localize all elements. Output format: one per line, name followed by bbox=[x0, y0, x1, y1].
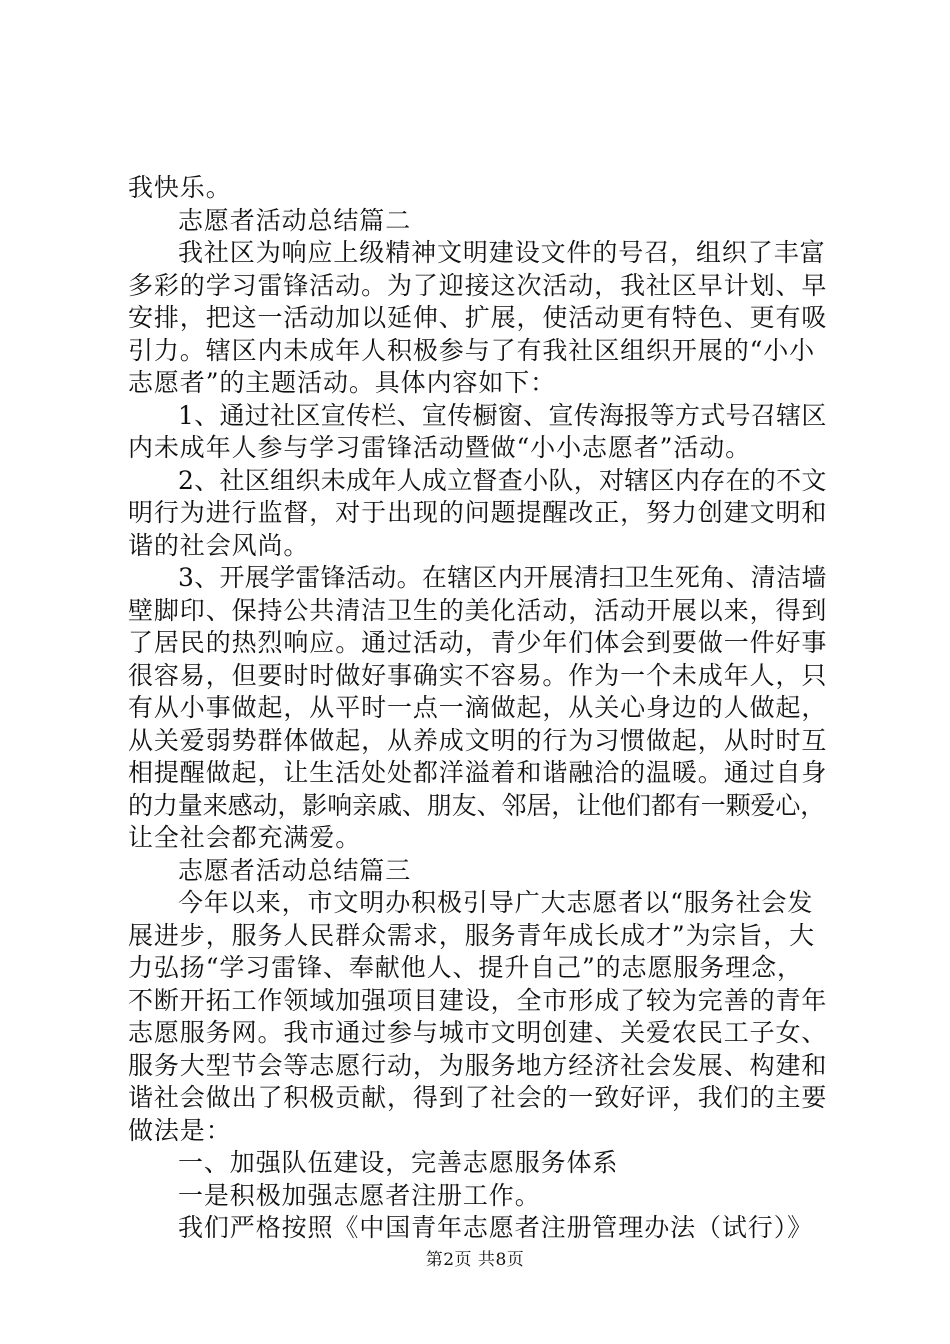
text-line: 1、通过社区宣传栏、宣传橱窗、宣传海报等方式号召辖区 bbox=[178, 400, 827, 430]
text-line: 内未成年人参与学习雷锋活动暨做“小小志愿者”活动。 bbox=[128, 433, 752, 462]
text-line: 不断开拓工作领域加强项目建设，全市形成了较为完善的青年 bbox=[128, 985, 828, 1015]
text-line: 明行为进行监督，对于出现的问题提醒改正，努力创建文明和 bbox=[128, 498, 828, 527]
text-line: 做法是： bbox=[128, 1115, 232, 1145]
text-line: 志愿者”的主题活动。具体内容如下： bbox=[128, 368, 557, 397]
text-line: 很容易，但要时时做好事确实不容易。作为一个未成年人，只 bbox=[128, 660, 828, 690]
text-line: 3、开展学雷锋活动。在辖区内开展清扫卫生死角、清洁墙 bbox=[178, 563, 827, 592]
text-line: 展进步，服务人民群众需求，服务青年成长成才”为宗旨，大 bbox=[128, 920, 816, 950]
text-line: 志愿服务网。我市通过参与城市文明创建、关爱农民工子女、 bbox=[128, 1018, 828, 1047]
text-line: 谐的社会风尚。 bbox=[128, 530, 310, 560]
page-footer: 第2页 共8页 bbox=[425, 1250, 525, 1270]
document-body bbox=[128, 172, 828, 1245]
text-line: 一是积极加强志愿者注册工作。 bbox=[178, 1180, 541, 1210]
text-line: 一、加强队伍建设，完善志愿服务体系 bbox=[178, 1148, 619, 1177]
text-line: 我们严格按照《中国青年志愿者注册管理办法（试行）》 bbox=[178, 1213, 814, 1242]
text-line: 有从小事做起，从平时一点一滴做起，从关心身边的人做起， bbox=[128, 693, 828, 722]
text-line: 壁脚印、保持公共清洁卫生的美化活动，活动开展以来，得到 bbox=[128, 595, 828, 625]
text-line: 引力。辖区内未成年人积极参与了有我社区组织开展的“小小 bbox=[128, 335, 816, 365]
text-line: 的力量来感动，影响亲戚、朋友、邻居，让他们都有一颗爱心， bbox=[128, 790, 826, 820]
text-line: 从关爱弱势群体做起，从养成文明的行为习惯做起，从时时互 bbox=[128, 725, 828, 755]
text-line: 志愿者活动总结篇二 bbox=[178, 205, 412, 235]
text-line: 多彩的学习雷锋活动。为了迎接这次活动，我社区早计划、早 bbox=[128, 270, 828, 300]
text-line: 我快乐。 bbox=[128, 173, 232, 202]
text-line: 安排，把这一活动加以延伸、扩展，使活动更有特色、更有吸 bbox=[128, 303, 828, 332]
text-line: 相提醒做起，让生活处处都洋溢着和谐融洽的温暖。通过自身 bbox=[128, 758, 828, 787]
text-line: 力弘扬“学习雷锋、奉献他人、提升自己”的志愿服务理念， bbox=[128, 953, 803, 982]
text-line: 今年以来，市文明办积极引导广大志愿者以“服务社会发 bbox=[178, 888, 814, 917]
text-line: 志愿者活动总结篇三 bbox=[178, 855, 412, 885]
text-line: 了居民的热烈响应。通过活动，青少年们体会到要做一件好事 bbox=[128, 628, 828, 657]
text-line: 我社区为响应上级精神文明建设文件的号召，组织了丰富 bbox=[178, 238, 826, 267]
text-line: 服务大型节会等志愿行动，为服务地方经济社会发展、构建和 bbox=[128, 1050, 828, 1080]
text-line: 谐社会做出了积极贡献，得到了社会的一致好评，我们的主要 bbox=[128, 1083, 828, 1112]
text-line: 2、社区组织未成年人成立督查小队，对辖区内存在的不文 bbox=[178, 465, 827, 495]
text-line: 让全社会都充满爱。 bbox=[128, 823, 362, 852]
